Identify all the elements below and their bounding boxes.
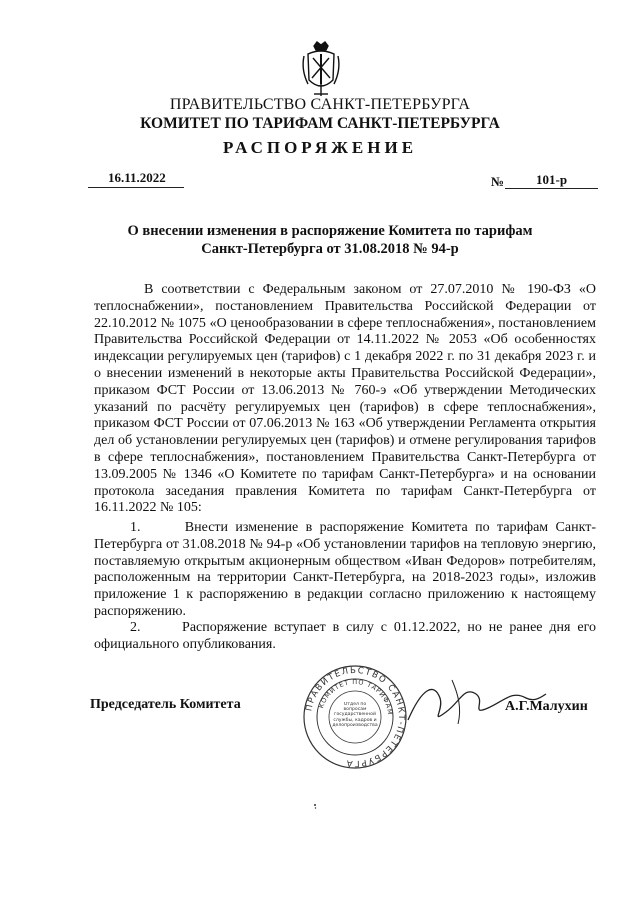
document-number: 101-р	[536, 172, 568, 187]
date-underline	[88, 187, 184, 188]
stamp-center-text: Отдел по вопросам государственной службы, кадров и делопроизводства	[332, 702, 378, 728]
document-type-heading: РАСПОРЯЖЕНИЕ	[222, 138, 418, 157]
item-1-paragraph	[94, 520, 596, 621]
item-2-paragraph	[94, 620, 596, 654]
number-sign: №	[491, 174, 505, 189]
item-1-text: Внести изменение в распоряжение Комитета по тарифам Санкт-Петербурга от 31.08.2018 № 94-р «Об установлении тарифов на тепловую энергию, поставляемую открытым акционерным обществом «Иван Федоров» потребителям, расположенным на территории Санкт-Петербурга, на 2018-2023 годы», изложив приложение 1 к распоряжению в редакции согласно приложению к настоящему распоряжению.	[94, 520, 596, 619]
handwritten-signature	[400, 668, 550, 738]
subject-line-2: Санкт-Петербурга от 31.08.2018 № 94-р	[201, 241, 459, 257]
document-date: 16.11.2022	[108, 170, 166, 185]
signer-name: А.Г.Малухин	[505, 699, 588, 714]
preamble-paragraph	[94, 282, 596, 517]
document-subject	[120, 222, 540, 258]
subject-line-1: О внесении изменения в распоряжение Комитета по тарифам	[127, 223, 533, 239]
stamp-inner-text: КОМИТЕТ ПО ТАРИФАМ	[317, 677, 395, 716]
official-stamp	[302, 664, 408, 770]
number-underline	[505, 188, 598, 189]
preamble-text: В соответствии с Федеральным законом от 27.07.2010 № 190-ФЗ «О теплоснабжении», постановлением Правительства Российской Федерации от 22.10.2012 № 1075 «О ценообразовании в сфере теплоснабжения», постановлением Правительства Российской Федерации от 14.11.2022 № 2053 «Об особенностях индексации регулируемых цен (тарифов) с 1 декабря 2022 г. по 31 декабря 2023 г. и о внесении изменений в некоторые акты Правительства Российской Федерации», приказом ФСТ России от 13.06.2013 № 760-э «Об утверждении Методических указаний по расчёту регулируемых цен (тарифов) в сфере теплоснабжения», приказом ФСТ России от 07.06.2013 № 163 «Об утверждении Регламента открытия дел об установлении регулируемых цен (тарифов) и отмене регулирования тарифов в сфере теплоснабжения», постановлением Правительства Санкт-Петербурга от 13.09.2005 № 1346 «О Комитете по тарифам Санкт-Петербурга» и на основании протокола заседания правления Комитета по тарифам Санкт-Петербурга от 16.11.2022 № 105:	[94, 282, 596, 516]
committee-heading: КОМИТЕТ ПО ТАРИФАМ САНКТ-ПЕТЕРБУРГА	[140, 115, 500, 132]
item-1-number: 1.	[130, 520, 141, 535]
stamp-outer-text: ПРАВИТЕЛЬСТВО САНКТ-ПЕТЕРБУРГА	[304, 665, 407, 769]
item-2-text: Распоряжение вступает в силу с 01.12.2022, но не ранее дня его официального опубликования.	[94, 620, 597, 652]
signer-title: Председатель Комитета	[90, 697, 241, 712]
ink-mark	[313, 803, 317, 809]
coat-of-arms-icon	[300, 40, 342, 98]
item-2-number: 2.	[130, 620, 141, 635]
government-heading: ПРАВИТЕЛЬСТВО САНКТ-ПЕТЕРБУРГА	[169, 96, 471, 113]
